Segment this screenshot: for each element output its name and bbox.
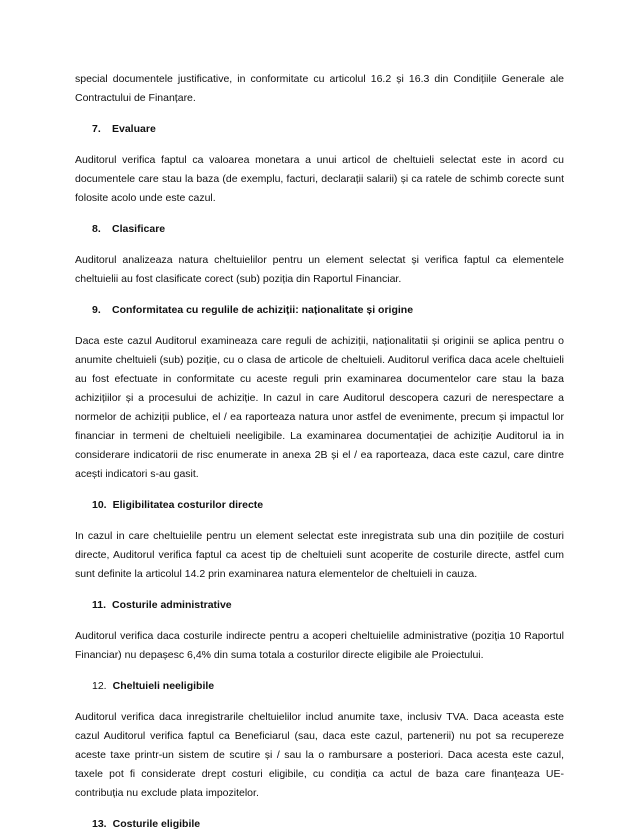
heading-7-evaluare	[75, 120, 564, 139]
paragraph-evaluare: Auditorul verifica faptul ca valoarea monetara a unui articol de cheltuieli selectat este in acord cu documentele care stau la baza (de exemplu, facturi, declarații salarii) și ca ratele de schimb corecte sunt folosite acolo unde este cazul.	[75, 154, 564, 204]
document-page	[75, 70, 564, 834]
heading-number: 12.	[92, 680, 107, 692]
heading-title: Costurile administrative	[112, 599, 232, 611]
heading-9-conformitate	[75, 301, 564, 320]
paragraph-eligibilitate: In cazul in care cheltuielile pentru un element selectat este inregistrata sub una din pozițiile de costuri directe, Auditorul verifica faptul ca acest tip de cheltuieli sunt acoperite de costurile directe, astfel cum sunt definite la articolul 14.2 prin examinarea natura elementelor de cheltuieli in cauza.	[75, 530, 564, 580]
heading-8-clasificare	[75, 220, 564, 239]
heading-number: 11.	[92, 599, 107, 611]
heading-10-eligibilitate	[75, 496, 564, 515]
heading-number: 8.	[92, 223, 101, 235]
heading-title: Evaluare	[112, 123, 156, 135]
heading-number: 7.	[92, 123, 101, 135]
paragraph-costuri-administrative: Auditorul verifica daca costurile indirecte pentru a acoperi cheltuielile administrative (poziția 10 Raportul Financiar) nu depașesc 6,4% din suma totala a costurilor directe eligibile ale Proiectului.	[75, 630, 564, 661]
heading-title: Conformitatea cu regulile de achiziții: naționalitate și origine	[112, 304, 414, 316]
paragraph-intro: special documentele justificative, in conformitate cu articolul 16.2 și 16.3 din Condițiile Generale ale Contractului de Finanțare.	[75, 73, 564, 104]
heading-13-costuri-eligibile	[75, 815, 564, 834]
heading-11-costuri-administrative	[75, 596, 564, 615]
heading-number: 13.	[92, 818, 107, 830]
heading-number: 9.	[92, 304, 101, 316]
heading-number: 10.	[92, 499, 107, 511]
paragraph-cheltuieli-neeligibile: Auditorul verifica daca inregistrarile cheltuielilor includ anumite taxe, inclusiv TVA. Daca aceasta este cazul Auditorul verifica faptul ca Beneficiarul (sau, daca este cazul, partenerii) nu pot sa recupereze aceste taxe printr-un sistem de scutire și / sau la o rambursare a posteriori. Daca acesta este cazul, taxele pot fi considerate drept costuri eligibile, cu condiția ca actul de baza care finanțeaza UE-contribuția nu exclude plata impozitelor.	[75, 711, 564, 799]
paragraph-conformitate: Daca este cazul Auditorul examineaza care reguli de achiziții, naționalitatii și originii se aplica pentru o anumite cheltuieli (sub) poziție, cu o clasa de articole de cheltuieli. Auditorul verifica daca acele cheltuieli au fost efectuate in conformitate cu aceste reguli prin examinarea documentelor care stau la baza achizițiilor și a procesului de achiziție. In cazul in care Auditorul descopera cazuri de nerespectare a normelor de achiziții publice, el / ea raporteaza natura unor astfel de evenimente, precum și impactul lor financiar in termeni de cheltuieli neeligibile. La examinarea documentației de achiziție Auditorul ia in considerare indicatorii de risc enumerate in anexa 2B și el / ea raporteaza, daca este cazul, care dintre acești indicatori s-au gasit.	[75, 335, 564, 480]
paragraph-clasificare: Auditorul analizeaza natura cheltuielilor pentru un element selectat și verifica faptul ca elementele cheltuielii au fost clasificate corect (sub) poziția din Raportul Financiar.	[75, 254, 564, 285]
heading-title: Eligibilitatea costurilor directe	[112, 499, 264, 511]
heading-title: Costurile eligibile	[112, 818, 201, 830]
heading-title: Clasificare	[112, 223, 166, 235]
heading-title: Cheltuieli neeligibile	[112, 680, 215, 692]
heading-12-cheltuieli-neeligibile	[75, 677, 564, 696]
